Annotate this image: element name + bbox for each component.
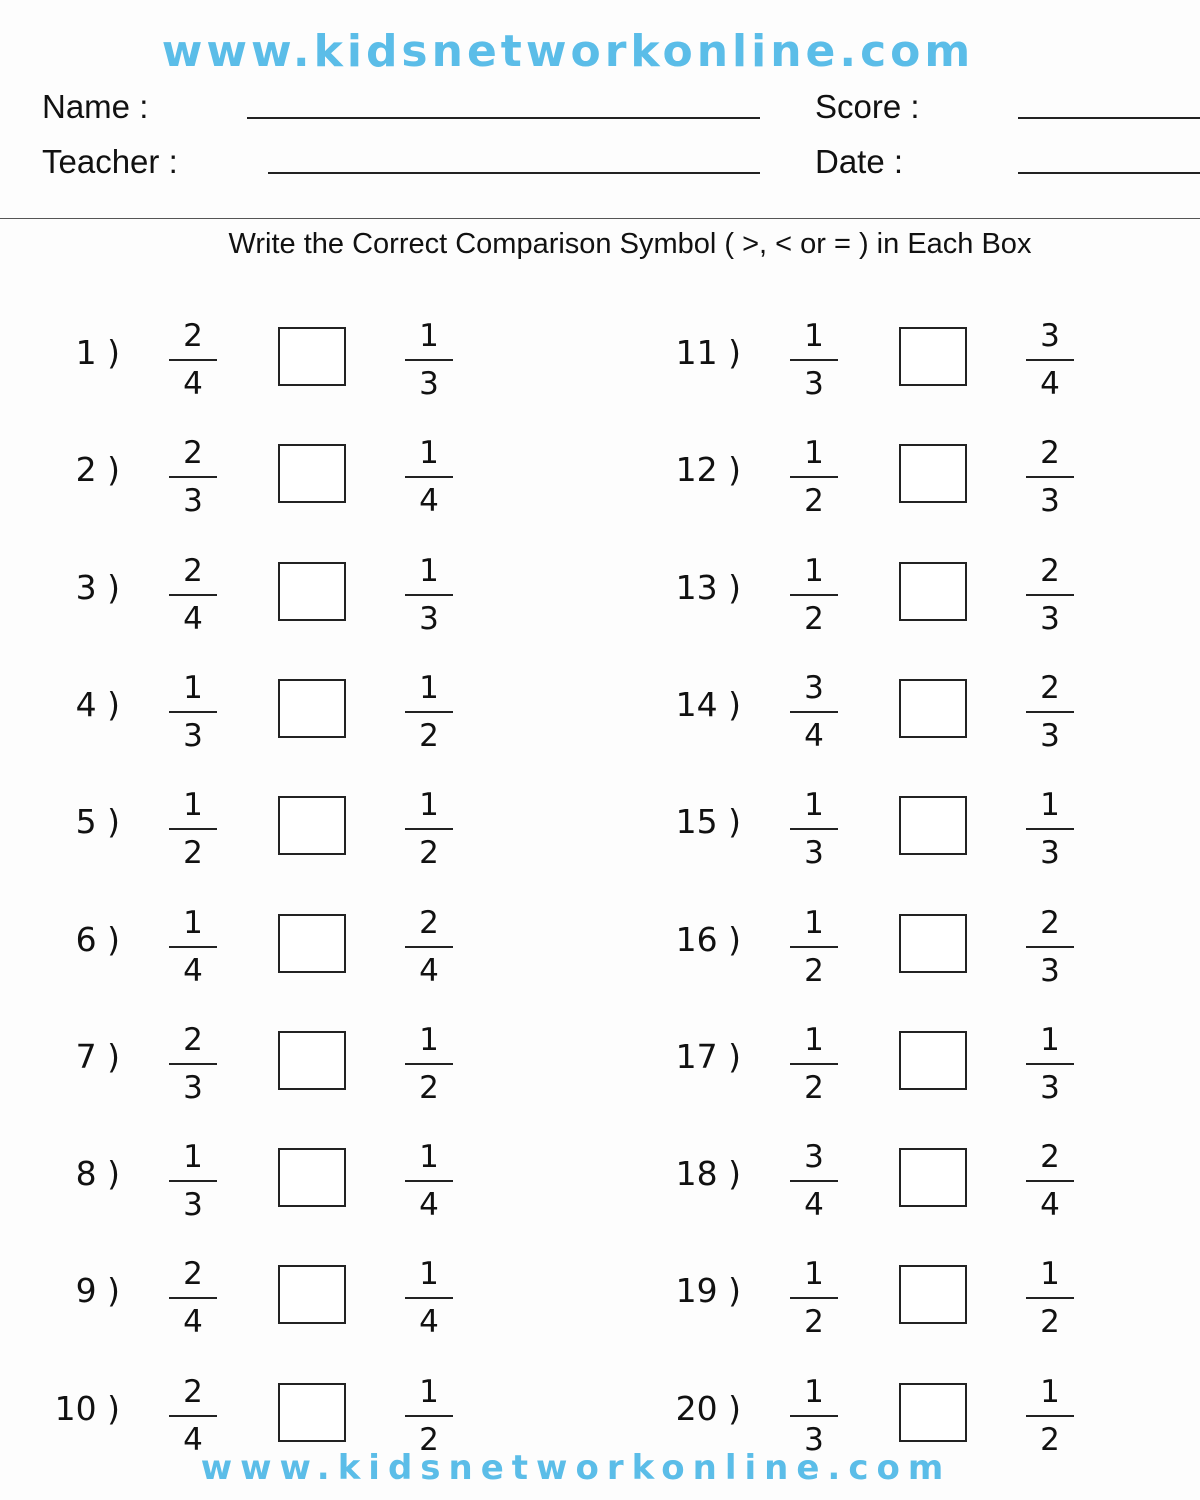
score-label: Score : — [815, 88, 920, 125]
left-numerator: 2 — [183, 1022, 203, 1058]
right-fraction — [1026, 1373, 1074, 1459]
name-label: Name : — [42, 88, 149, 125]
left-numerator: 2 — [183, 318, 203, 354]
left-numerator: 1 — [804, 905, 824, 941]
fraction-bar — [1026, 1063, 1074, 1065]
answer-box[interactable] — [899, 1031, 967, 1090]
problem-number: 20 ) — [675, 1389, 741, 1428]
fraction-bar — [790, 359, 838, 361]
right-numerator: 1 — [419, 787, 439, 823]
problem-number: 15 ) — [675, 802, 741, 841]
left-numerator: 1 — [804, 1256, 824, 1292]
left-numerator: 3 — [804, 670, 824, 706]
right-numerator: 1 — [419, 318, 439, 354]
left-denominator: 2 — [804, 953, 824, 989]
left-denominator: 2 — [804, 1304, 824, 1340]
left-denominator: 4 — [183, 1422, 203, 1458]
right-denominator: 3 — [1040, 718, 1060, 754]
problem-number: 4 ) — [75, 685, 120, 724]
right-fraction — [1026, 786, 1074, 872]
left-fraction — [790, 434, 838, 520]
right-numerator: 2 — [1040, 905, 1060, 941]
problem-number: 16 ) — [675, 920, 741, 959]
right-numerator: 2 — [419, 905, 439, 941]
right-numerator: 1 — [419, 1022, 439, 1058]
site-url-footer: www.kidsnetworkonline.com — [200, 1448, 952, 1488]
right-denominator: 4 — [419, 483, 439, 519]
left-numerator: 1 — [183, 670, 203, 706]
answer-box[interactable] — [899, 679, 967, 738]
left-fraction — [790, 552, 838, 638]
left-denominator: 3 — [804, 835, 824, 871]
problem-number: 14 ) — [675, 685, 741, 724]
left-fraction — [790, 669, 838, 755]
answer-box[interactable] — [899, 562, 967, 621]
left-denominator: 3 — [183, 1187, 203, 1223]
left-denominator: 3 — [804, 366, 824, 402]
problem-number: 18 ) — [675, 1154, 741, 1193]
right-fraction — [1026, 434, 1074, 520]
left-denominator: 3 — [183, 483, 203, 519]
fraction-bar — [790, 594, 838, 596]
fraction-bar — [790, 711, 838, 713]
problem-row — [0, 1138, 1200, 1228]
problem-number: 10 ) — [54, 1389, 120, 1428]
right-fraction — [1026, 904, 1074, 990]
answer-box[interactable] — [899, 1383, 967, 1442]
right-denominator: 4 — [1040, 1187, 1060, 1223]
fraction-bar — [790, 1415, 838, 1417]
left-numerator: 1 — [183, 787, 203, 823]
left-denominator: 2 — [804, 601, 824, 637]
right-numerator: 1 — [1040, 1022, 1060, 1058]
right-denominator: 2 — [1040, 1304, 1060, 1340]
problem-number: 5 ) — [75, 802, 120, 841]
left-denominator: 4 — [183, 953, 203, 989]
right-numerator: 1 — [419, 1256, 439, 1292]
fraction-bar — [790, 828, 838, 830]
problem-number: 17 ) — [675, 1037, 741, 1076]
problem-number: 9 ) — [75, 1271, 120, 1310]
right-denominator: 3 — [419, 366, 439, 402]
right-numerator: 1 — [419, 435, 439, 471]
right-denominator: 4 — [419, 1187, 439, 1223]
fraction-bar — [1026, 711, 1074, 713]
right-fraction — [1026, 1255, 1074, 1341]
left-denominator: 2 — [804, 483, 824, 519]
right-fraction — [1026, 1021, 1074, 1107]
right-fraction — [1026, 669, 1074, 755]
left-numerator: 2 — [183, 435, 203, 471]
left-denominator: 3 — [804, 1422, 824, 1458]
fraction-bar — [1026, 828, 1074, 830]
problem-row — [0, 317, 1200, 407]
problem-row — [0, 434, 1200, 524]
left-numerator: 3 — [804, 1139, 824, 1175]
right-denominator: 4 — [419, 1304, 439, 1340]
right-denominator: 2 — [1040, 1422, 1060, 1458]
right-denominator: 3 — [1040, 835, 1060, 871]
fraction-bar — [1026, 359, 1074, 361]
fraction-bar — [1026, 476, 1074, 478]
right-numerator: 2 — [1040, 435, 1060, 471]
instructions: Write the Correct Comparison Symbol ( >, < or = ) in Each Box — [228, 228, 1032, 260]
right-denominator: 3 — [1040, 1070, 1060, 1106]
answer-box[interactable] — [899, 327, 967, 386]
problem-number: 3 ) — [75, 568, 120, 607]
left-denominator: 4 — [183, 366, 203, 402]
right-denominator: 3 — [419, 601, 439, 637]
answer-box[interactable] — [899, 444, 967, 503]
answer-box[interactable] — [899, 914, 967, 973]
left-numerator: 1 — [804, 435, 824, 471]
left-fraction — [790, 317, 838, 403]
problem-row — [0, 1255, 1200, 1345]
left-fraction — [790, 1021, 838, 1107]
right-numerator: 1 — [419, 1139, 439, 1175]
date-label: Date : — [815, 143, 904, 180]
right-numerator: 1 — [419, 1374, 439, 1410]
fraction-bar — [790, 1180, 838, 1182]
left-denominator: 4 — [183, 601, 203, 637]
right-denominator: 3 — [1040, 483, 1060, 519]
fraction-bar — [790, 476, 838, 478]
left-denominator: 4 — [183, 1304, 203, 1340]
right-fraction — [1026, 1138, 1074, 1224]
right-numerator: 3 — [1040, 318, 1060, 354]
problem-row — [0, 552, 1200, 642]
right-denominator: 3 — [1040, 601, 1060, 637]
problem-row — [0, 904, 1200, 994]
left-numerator: 1 — [804, 1022, 824, 1058]
left-fraction — [790, 1255, 838, 1341]
problem-row — [0, 1021, 1200, 1111]
right-denominator: 4 — [419, 953, 439, 989]
left-numerator: 1 — [804, 318, 824, 354]
problem-number: 6 ) — [75, 920, 120, 959]
score-field[interactable] — [1018, 117, 1200, 119]
right-numerator: 1 — [1040, 787, 1060, 823]
right-numerator: 2 — [1040, 670, 1060, 706]
problem-row — [0, 669, 1200, 759]
right-numerator: 1 — [1040, 1256, 1060, 1292]
right-denominator: 3 — [1040, 953, 1060, 989]
date-field[interactable] — [1018, 172, 1200, 174]
fraction-bar — [1026, 1415, 1074, 1417]
left-fraction — [790, 1138, 838, 1224]
problem-number: 13 ) — [675, 568, 741, 607]
left-numerator: 1 — [183, 1139, 203, 1175]
left-numerator: 1 — [804, 1374, 824, 1410]
left-numerator: 1 — [183, 905, 203, 941]
fraction-bar — [1026, 946, 1074, 948]
left-denominator: 3 — [183, 718, 203, 754]
answer-box[interactable] — [899, 1148, 967, 1207]
teacher-field[interactable] — [268, 172, 760, 174]
problem-number: 1 ) — [75, 333, 120, 372]
fraction-bar — [1026, 1297, 1074, 1299]
left-numerator: 1 — [804, 787, 824, 823]
right-fraction — [1026, 552, 1074, 638]
right-denominator: 2 — [419, 1422, 439, 1458]
left-denominator: 2 — [183, 835, 203, 871]
left-fraction — [790, 904, 838, 990]
left-numerator: 2 — [183, 553, 203, 589]
problem-number: 19 ) — [675, 1271, 741, 1310]
fraction-bar — [790, 946, 838, 948]
left-denominator: 4 — [804, 1187, 824, 1223]
fraction-bar — [1026, 594, 1074, 596]
site-url-header: www.kidsnetworkonline.com — [161, 26, 975, 77]
right-numerator: 2 — [1040, 553, 1060, 589]
right-numerator: 1 — [1040, 1374, 1060, 1410]
problem-number: 2 ) — [75, 450, 120, 489]
teacher-label: Teacher : — [42, 143, 178, 180]
answer-box[interactable] — [899, 796, 967, 855]
name-field[interactable] — [247, 117, 760, 119]
left-fraction — [790, 1373, 838, 1459]
header-divider — [0, 218, 1200, 219]
answer-box[interactable] — [899, 1265, 967, 1324]
left-denominator: 4 — [804, 718, 824, 754]
right-numerator: 1 — [419, 670, 439, 706]
right-denominator: 4 — [1040, 366, 1060, 402]
left-numerator: 2 — [183, 1256, 203, 1292]
fraction-bar — [1026, 1180, 1074, 1182]
right-denominator: 2 — [419, 835, 439, 871]
left-denominator: 3 — [183, 1070, 203, 1106]
fraction-bar — [790, 1063, 838, 1065]
problem-number: 8 ) — [75, 1154, 120, 1193]
right-denominator: 2 — [419, 718, 439, 754]
left-denominator: 2 — [804, 1070, 824, 1106]
left-numerator: 1 — [804, 553, 824, 589]
left-numerator: 2 — [183, 1374, 203, 1410]
problem-number: 7 ) — [75, 1037, 120, 1076]
problem-number: 12 ) — [675, 450, 741, 489]
right-fraction — [1026, 317, 1074, 403]
right-numerator: 1 — [419, 553, 439, 589]
problem-row — [0, 786, 1200, 876]
problem-number: 11 ) — [675, 333, 741, 372]
fraction-bar — [790, 1297, 838, 1299]
right-denominator: 2 — [419, 1070, 439, 1106]
right-numerator: 2 — [1040, 1139, 1060, 1175]
left-fraction — [790, 786, 838, 872]
